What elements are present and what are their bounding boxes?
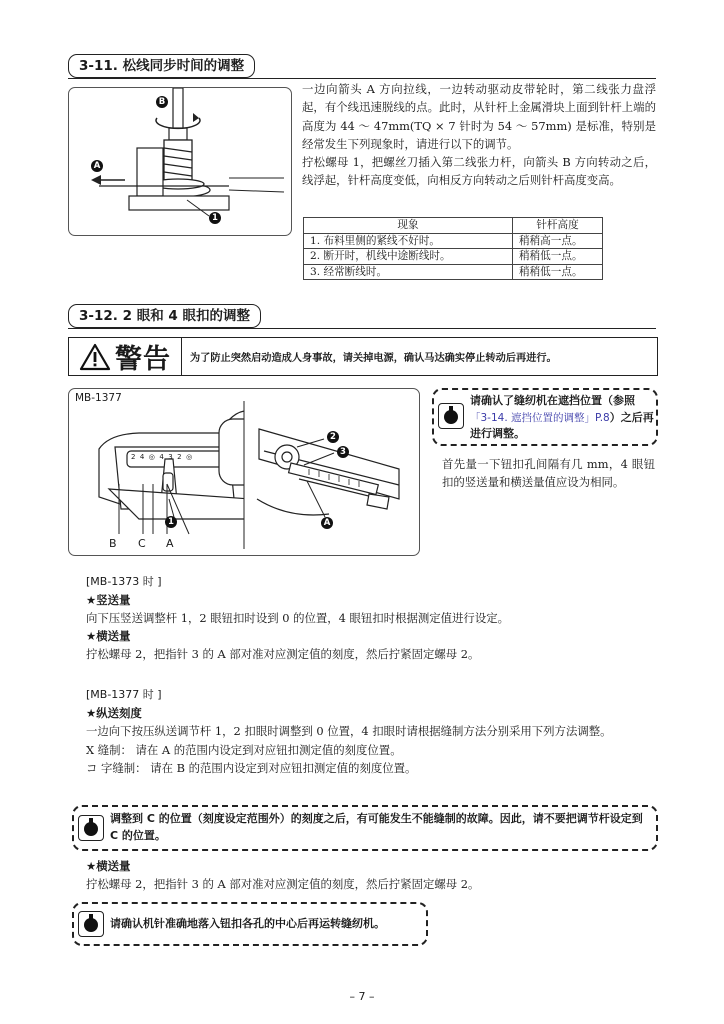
lever-1-marker: 1 [165, 516, 177, 528]
section-3-12-title: 3-12. 2 眼和 4 眼扣的调整 [68, 304, 261, 328]
caution-shield-position [432, 388, 658, 446]
mb1373-horiz-title: ★横送量 [86, 629, 131, 643]
warning-label [69, 338, 182, 375]
table-cell: 1. 布料里侧的紧线不好时。 [304, 233, 513, 249]
part-a-marker: A [321, 517, 333, 529]
page-number: – 7 – [349, 990, 375, 1003]
section-3-12-header [68, 304, 656, 329]
table-cell: 2. 断开时，机线中途断线时。 [304, 249, 513, 265]
mb1377-header: [MB-1377 时 ] [86, 688, 162, 701]
warning-title: 警告 [115, 344, 171, 375]
pointer-3-marker: 3 [337, 446, 349, 458]
mb1373-header: [MB-1373 时 ] [86, 575, 162, 588]
mb1373-section [86, 573, 656, 663]
table-cell: 稍稍高一点。 [513, 233, 603, 249]
caution-text-part2: ）之后再进行调整。 [470, 410, 654, 440]
mb1377-vert-title: ★纵送刻度 [86, 706, 142, 720]
intro-paragraph: 首先量一下钮扣孔间隔有几 mm，4 眼钮扣的竖送量和横送量值应设为相同。 [442, 457, 655, 490]
table-cell: 3. 经常断线时。 [304, 264, 513, 280]
section-3-11-header [68, 54, 656, 79]
warning-box [68, 337, 658, 376]
mb1377-horiz-section [86, 857, 656, 893]
mb1377-vert-text: 一边向下按压纵送调节杆 1，2 扣眼时调整到 0 位置，4 扣眼时请根据缝制方法分别采用下列方法调整。 [86, 724, 612, 738]
arrow-b-marker: B [156, 96, 168, 108]
caution-hand-icon [438, 403, 464, 429]
caution-c-position [72, 805, 658, 851]
range-c-label: C [138, 537, 146, 550]
phenomenon-table [303, 217, 603, 280]
table-row [304, 233, 603, 249]
arrow-a-marker: A [91, 160, 103, 172]
mb1377-horiz-text: 拧松螺母 2，把指针 3 的 A 部对准对应测定值的刻度，然后拧紧固定螺母 2。 [86, 877, 480, 891]
table-header-phenomenon: 现象 [304, 218, 513, 234]
feed-adjust-figure [68, 388, 420, 556]
feed-adjust-illustration [69, 389, 419, 555]
caution-hand-icon [78, 911, 104, 937]
warning-text: 为了防止突然启动造成人身事故，请关掉电源，确认马达确实停止转动后再进行。 [190, 353, 557, 364]
warning-triangle-icon [79, 343, 111, 371]
range-b-label: B [109, 537, 117, 550]
u-sew-text: コ 字缝制： 请在 B 的范围内设定到对应钮扣测定值的刻度位置。 [86, 761, 417, 775]
caution-hand-icon [78, 815, 104, 841]
caution-shield-text [470, 393, 654, 443]
mb1377-section [86, 686, 656, 777]
thread-pull-paragraph: 一边向箭头 A 方向拉线，一边转动驱动皮带轮时，第二线张力盘浮起，有个线迅速脱线的点。此时，从针杆上金属滑块上面到针杆上端的高度为 44 ～ 47mm(TQ × 7 针时为 54 ～ 57mm) 是标准，特别是经常发生下列现象时，请进行以下的调节。 [302, 82, 656, 151]
mb1373-vert-text: 向下压竖送调整杆 1，2 眼钮扣时设到 0 的位置，4 眼钮扣时根据测定值进行设定。 [86, 611, 509, 625]
section-3-11-text [302, 80, 656, 190]
thread-tension-figure [68, 87, 292, 236]
caution-c-position-text: 调整到 C 的位置（刻度设定范围外）的刻度之后，有可能发生不能缝制的故障。因此，请不要把调节杆设定到 C 的位置。 [110, 812, 643, 842]
table-cell: 稍稍低一点。 [513, 249, 603, 265]
nut-1-marker: 1 [209, 212, 221, 224]
dial-digits: 2 4 ◎ 4 3 2 ◎ [131, 453, 193, 461]
mb1377-horiz-title: ★横送量 [86, 859, 131, 873]
table-row [304, 249, 603, 265]
shield-position-link[interactable]: 「3-14. 遮挡位置的调整」P.8 [470, 411, 610, 424]
table-header-needle-height: 针杆高度 [513, 218, 603, 234]
figure-model-label: MB-1377 [75, 392, 122, 404]
mb1373-vert-title: ★竖送量 [86, 593, 131, 607]
section-3-11-title: 3-11. 松线同步时间的调整 [68, 54, 255, 78]
mb1373-horiz-text: 拧松螺母 2，把指针 3 的 A 部对准对应测定值的刻度，然后拧紧固定螺母 2。 [86, 647, 480, 661]
x-sew-text: X 缝制： 请在 A 的范围内设定到对应钮扣测定值的刻度位置。 [86, 743, 402, 757]
table-cell: 稍稍低一点。 [513, 264, 603, 280]
thread-tension-illustration [69, 88, 291, 235]
nut-2-marker: 2 [327, 431, 339, 443]
caution-needle-center [72, 902, 428, 946]
caution-text-part1: 请确认了缝纫机在遮挡位置（参照 [470, 394, 635, 407]
table-row [304, 264, 603, 280]
caution-needle-center-text: 请确认机针准确地落入钮扣各孔的中心后再运转缝纫机。 [110, 917, 385, 930]
nut-adjust-paragraph: 拧松螺母 1，把螺丝刀插入第二线张力杆，向箭头 B 方向转动之后，线浮起，针杆高度变低，向相反方向转动之后则针杆高度变高。 [302, 155, 656, 188]
range-a-label: A [166, 537, 174, 550]
